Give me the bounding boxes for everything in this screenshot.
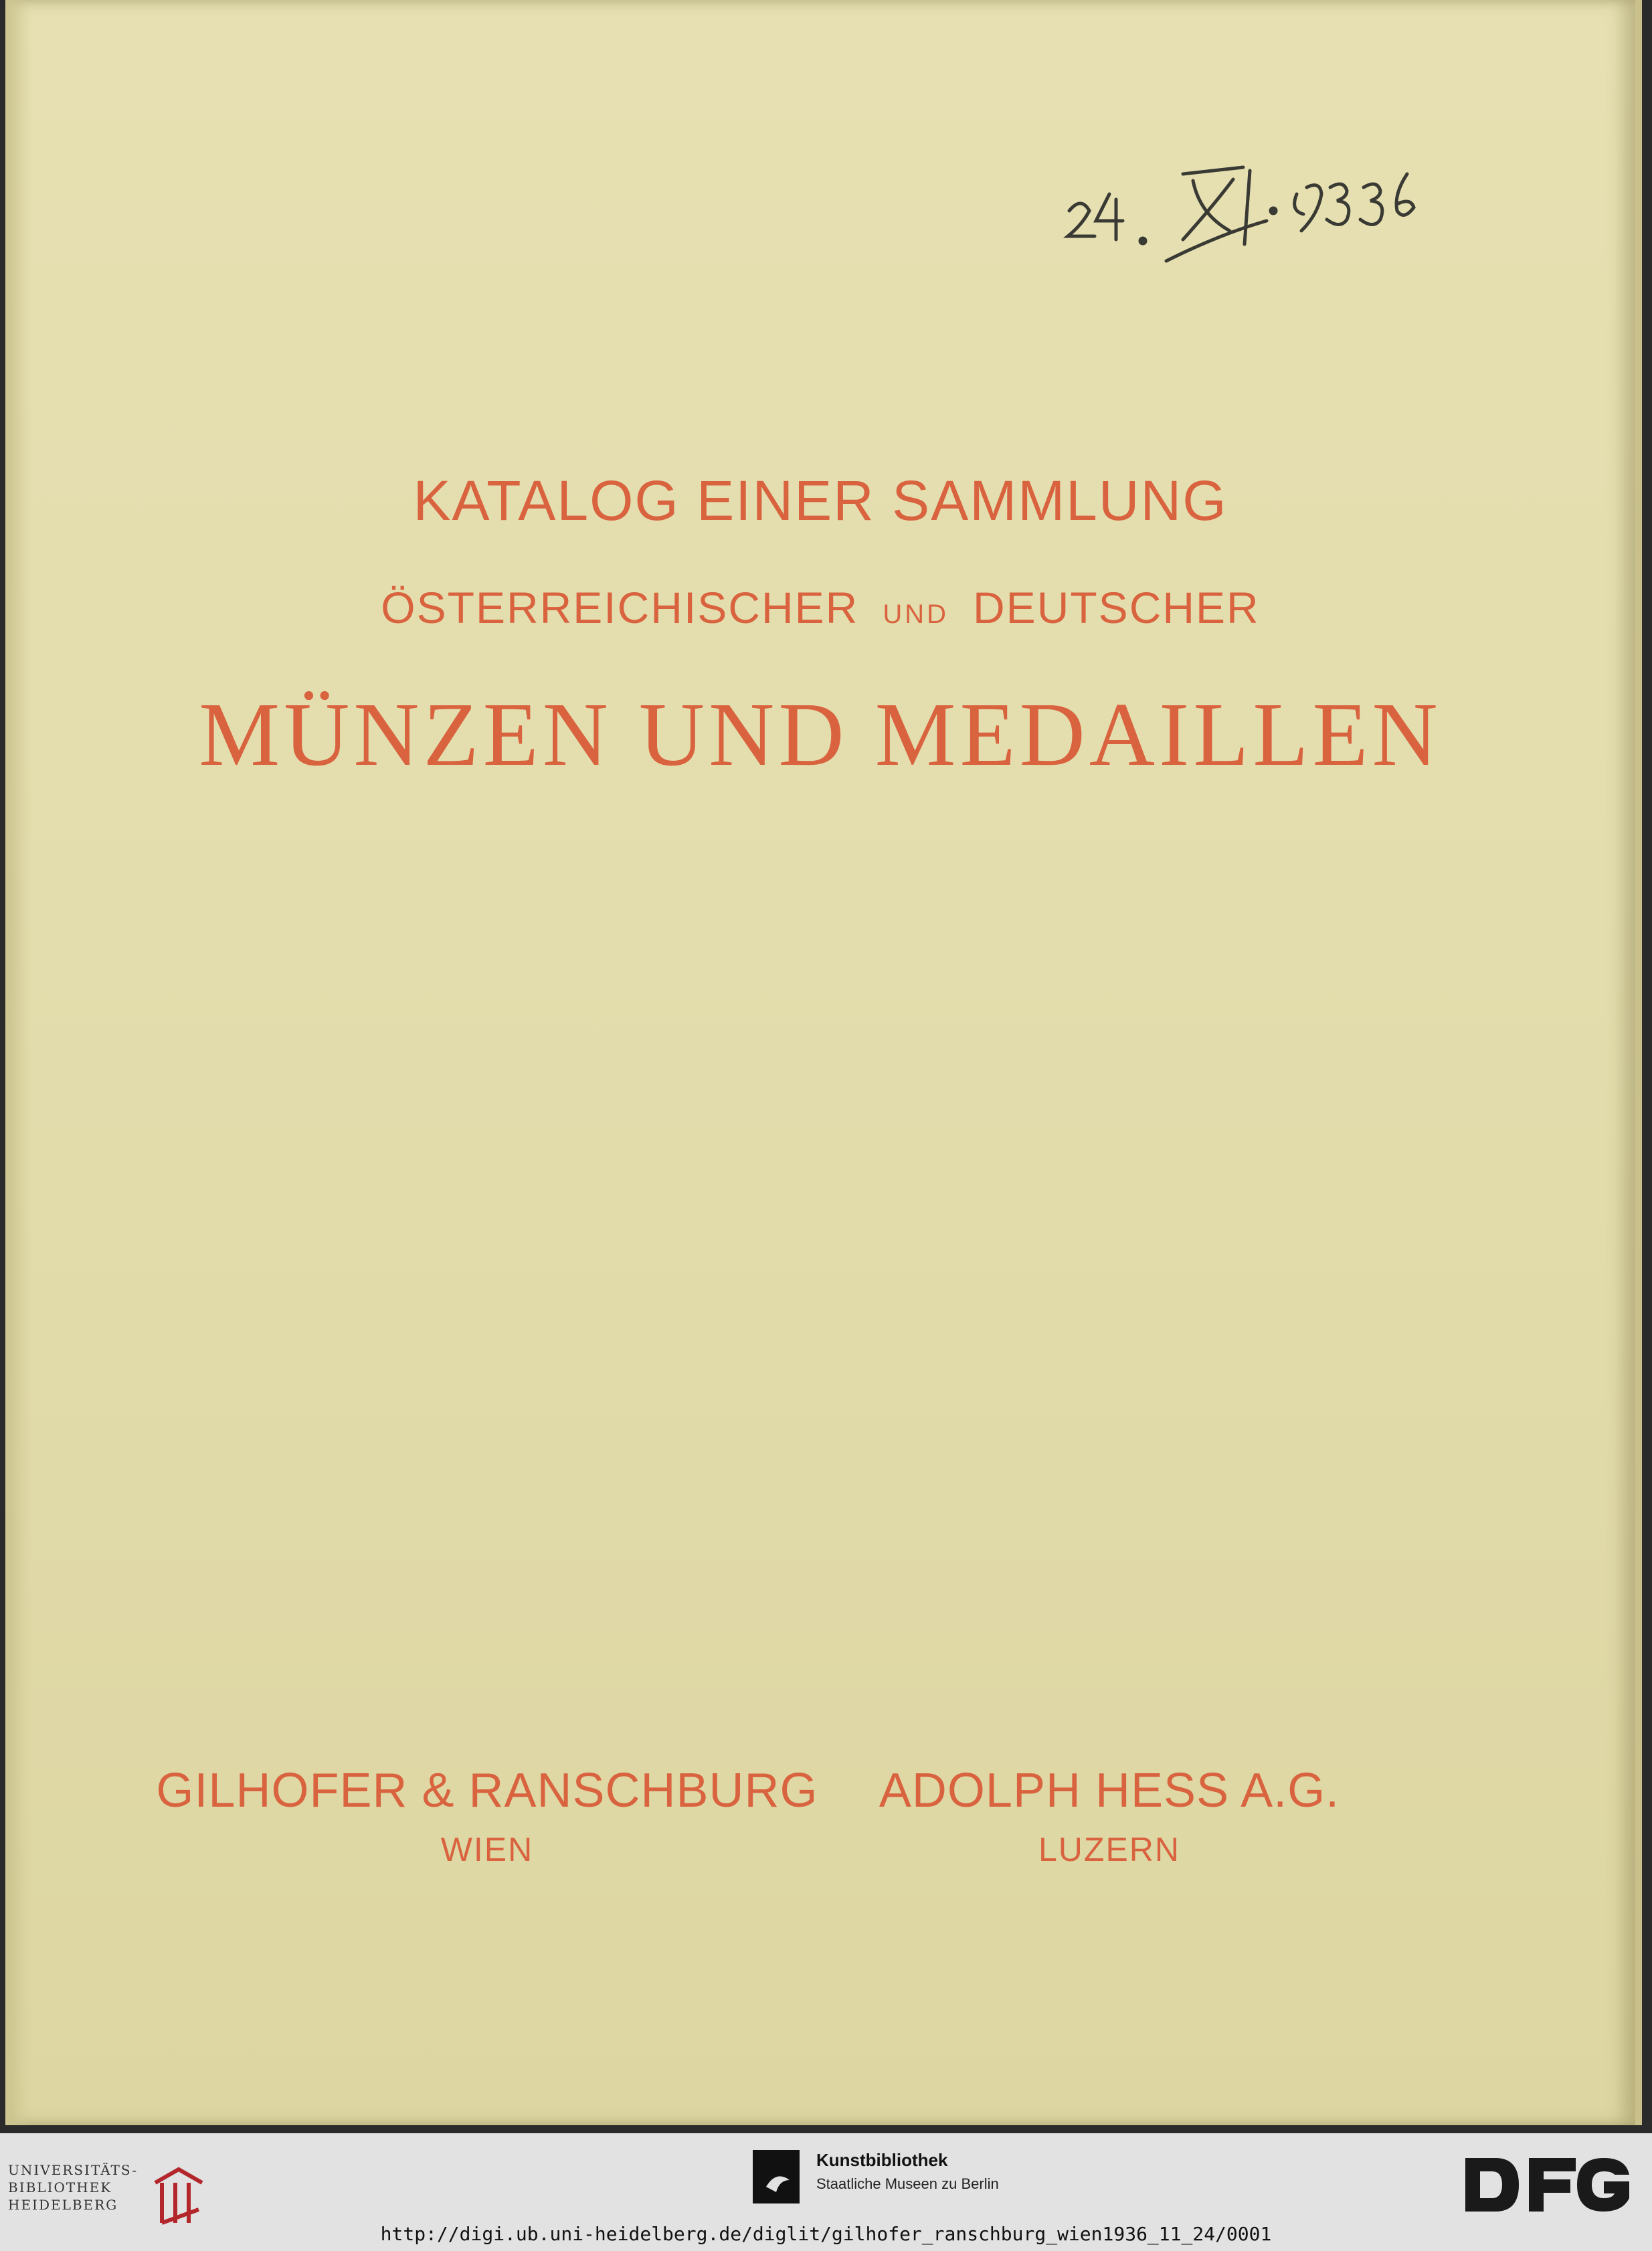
ub-logo-line: UNIVERSITÄTS- [8, 2162, 139, 2178]
publisher-name: ADOLPH HESS A.G. [879, 1764, 1340, 1817]
publisher-city: WIEN [440, 1831, 534, 1868]
title-word-und: UND [883, 600, 949, 629]
source-url[interactable]: http://digi.ub.uni-heidelberg.de/diglit/gilhofer_ranschburg_wien1936_11_24/0001 [380, 2223, 1272, 2245]
handwritten-date [1049, 147, 1424, 268]
ub-logo-text [8, 2161, 138, 2214]
title-word-oesterreichischer: ÖSTERREICHISCHER [381, 583, 859, 632]
cover-spine-shadow [5, 0, 32, 2125]
title-word-deutscher: DEUTSCHER [973, 583, 1260, 632]
publisher-name: GILHOFER & RANSCHBURG [156, 1764, 818, 1817]
ub-logo-mark-icon [149, 2163, 209, 2230]
ub-logo-line: BIBLIOTHEK [8, 2179, 112, 2195]
catalog-cover [5, 0, 1642, 2125]
kunstbibliothek-title: Kunstbibliothek [816, 2150, 948, 2170]
publisher-city: LUZERN [1038, 1831, 1181, 1868]
kunstbibliothek-logo[interactable] [753, 2150, 1034, 2203]
dfg-logo[interactable] [1465, 2155, 1633, 2215]
ub-logo-line: HEIDELBERG [8, 2197, 118, 2213]
publisher-gilhofer [153, 1763, 822, 1869]
title-line-1: KATALOG EINER SAMMLUNG [413, 469, 1228, 532]
title-line-3: MÜNZEN UND MEDAILLEN [199, 685, 1442, 785]
kunstbibliothek-eagle-icon [753, 2150, 800, 2203]
title-line-2 [5, 582, 1635, 633]
publisher-hess [855, 1763, 1364, 1869]
kunstbibliothek-subtitle: Staatliche Museen zu Berlin [816, 2175, 999, 2192]
